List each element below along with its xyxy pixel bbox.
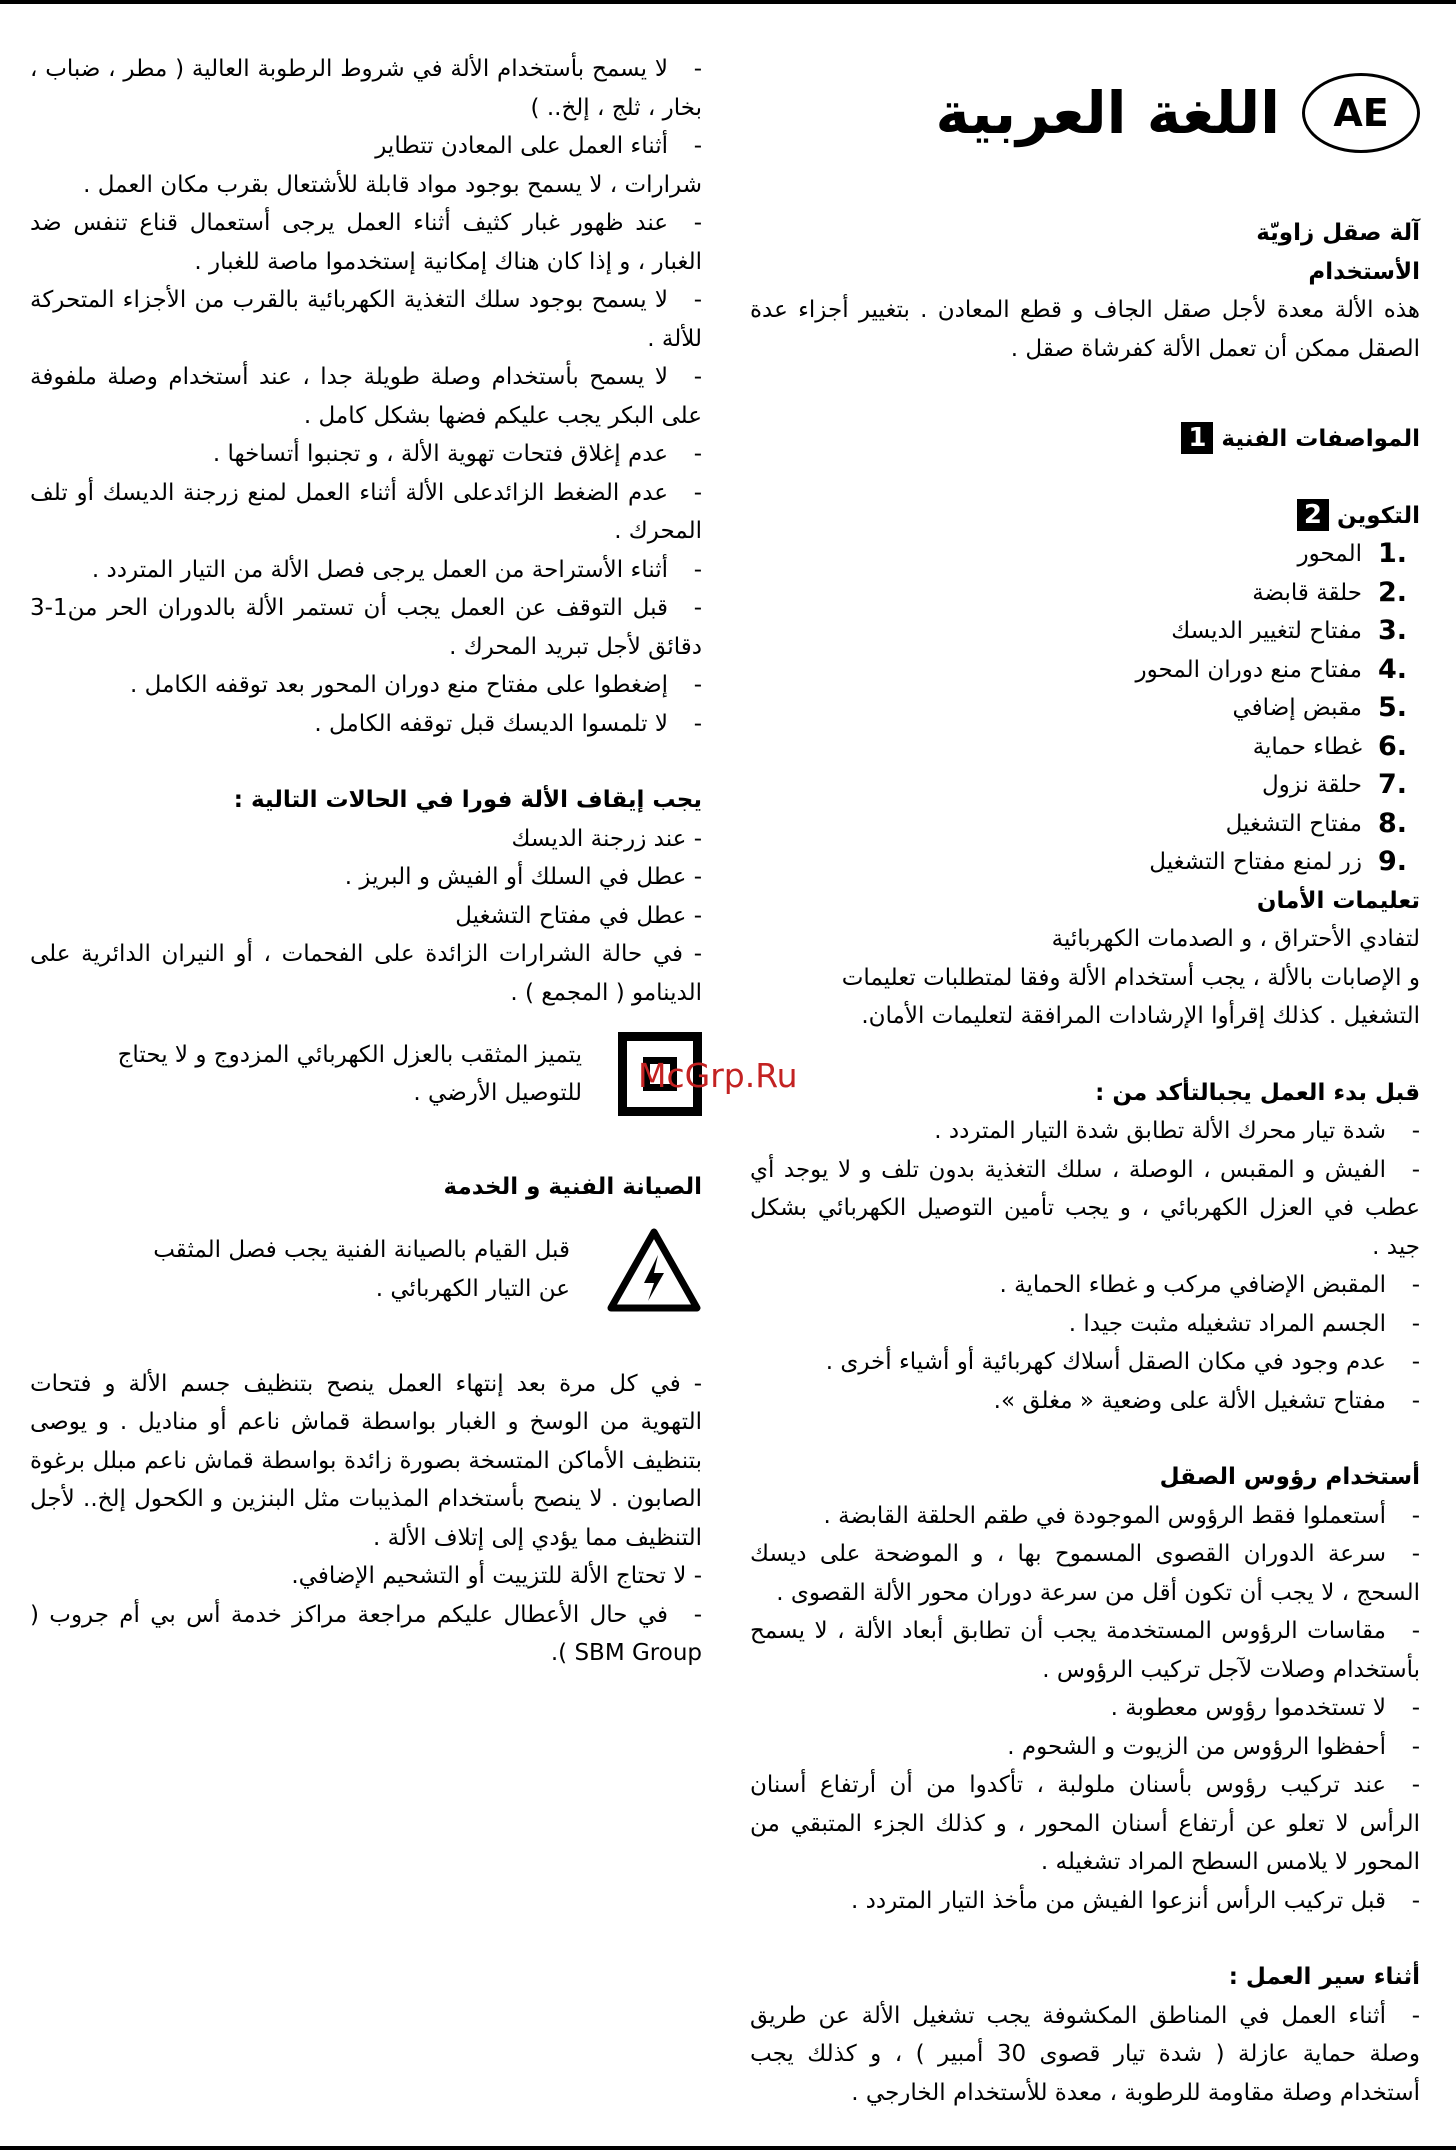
- left-column: [30, 50, 702, 1673]
- list-item: -المقبض الإضافي مركب و غطاء الحماية .: [999, 1272, 1420, 1298]
- high-voltage-warning-icon: [606, 1227, 702, 1313]
- page-title: اللغة العربية: [935, 79, 1280, 147]
- list-item: - عند زرجنة الديسك: [511, 825, 702, 852]
- list-item: 9. زر لمنع مفتاح التشغيل: [1149, 846, 1408, 877]
- top-rule: [0, 0, 1456, 4]
- list-item: 5. مقبض إضافي: [1232, 692, 1408, 723]
- list-item: -إضغطوا على مفتاح منع دوران المحور بعد توقفه الكامل .: [130, 672, 702, 698]
- list-item: -أثناء العمل في المناطق المكشوفة يجب تشغيل الألة عن طريق وصلة حماية عازلة ( شدة تيار قصوى 30 أمبير ) ، و كذلك يجب أستخدام وصلة مقاومة للرطوبة ، معدة للأستخدام الخارجي .: [750, 2002, 1420, 2106]
- heads-heading: أستخدام رؤوس الصقل: [1159, 1464, 1420, 1490]
- config-heading: التكوين2: [750, 497, 1420, 536]
- list-item: -عدم وجود في مكان الصقل أسلاك كهربائية أو أشياء أخرى .: [825, 1349, 1420, 1375]
- list-item: - في كل مرة بعد إنتهاء العمل ينصح بتنظيف جسم الألة و فتحات التهوية من الوسخ و الغبار بواسطة قماش ناعم أو مناديل . و يوصى بتنظيف الأماكن المتسخة بصورة زائدة بواسطة قماش ناعم مبلل برغوة الصابون . لا ينصح بأستخدام المذيبات مثل البنزين و الكحول إلخ.. لأجل التنظيف مما يؤدي إلى إتلاف الألة .: [30, 1370, 702, 1551]
- safety-line: لتفادي الأحتراق ، و الصدمات الكهربائية: [1051, 926, 1420, 952]
- list-item: -أحفظوا الرؤوس من الزيوت و الشحوم .: [1007, 1733, 1420, 1760]
- use-text: هذه الألة معدة لأجل صقل الجاف و قطع المعادن . بتغيير أجزاء عدة الصقل ممكن أن تعمل الألة كفرشاة صقل .: [750, 297, 1420, 362]
- list-item: 6. غطاء حماية: [1252, 730, 1408, 762]
- list-item: -عند تركيب رؤوس بأسنان ملولبة ، تأكدوا من أن أرتفاع أسنان الرأس لا تعلو عن أرتفاع أسنان المحور ، و كذلك الجزء المتبقي من المحور لا يلامس السطح المراد تشغيله .: [750, 1772, 1420, 1875]
- list-item: -الفيش و المقبس ، الوصلة ، سلك التغذية بدون تلف و لا يوجد أي عطب في العزل الكهربائي ، و يجب تأمين التوصيل الكهربائي بشكل جيد .: [750, 1156, 1420, 1260]
- figure-number-badge: 2: [1297, 499, 1329, 531]
- list-item: -لا يسمح بوجود سلك التغذية الكهربائية بالقرب من الأجزاء المتحركة للألة .: [30, 287, 702, 352]
- list-item: -قبل تركيب الرأس أنزعوا الفيش من مأخذ التيار المتردد .: [850, 1887, 1420, 1914]
- language-badge: AE: [1302, 73, 1420, 153]
- list-item: -أثناء العمل على المعادن تتطاير: [375, 133, 702, 159]
- list-item: -مفتاح تشغيل الألة على وضعية « مغلق ».: [993, 1387, 1420, 1414]
- maintenance-heading: الصيانة الفنية و الخدمة: [443, 1174, 702, 1200]
- list-item: 7. حلقة نزول: [1261, 769, 1408, 800]
- before-work-heading: قبل بدء العمل يجبالتأكد من :: [1095, 1079, 1420, 1106]
- list-item: - عطل في مفتاح التشغيل: [455, 902, 702, 929]
- insulation-note: يتميز المثقب بالعزل الكهربائي المزدوج و لا يحتاج للتوصيل الأرضي .: [117, 1041, 582, 1106]
- right-column: [750, 58, 1420, 2112]
- list-item: - عطل في السلك أو الفيش و البريز .: [344, 864, 702, 890]
- list-item: -لا تستخدموا رؤوس معطوبة .: [1110, 1695, 1420, 1721]
- sparks-note: شرارات ، لا يسمح بوجود مواد قابلة للأشتعال بقرب مكان العمل .: [83, 171, 702, 198]
- safety-heading: تعليمات الأمان: [1256, 887, 1420, 914]
- machine-heading: آلة صقل زاويّة: [1256, 220, 1420, 246]
- list-item: - لا تحتاج الألة للتزييت أو التشحيم الإضافي.: [291, 1563, 702, 1589]
- list-item: -في حال الأعطال عليكم مراجعة مراكز خدمة أس بي أم جروب ( SBM Group ).: [30, 1601, 702, 1666]
- list-item: -أثناء الأستراحة من العمل يرجى فصل الألة من التيار المتردد .: [91, 556, 702, 583]
- during-work-heading: أثناء سير العمل :: [1228, 1964, 1420, 1990]
- insulation-note-row: [30, 1032, 702, 1116]
- list-item: 1. المحور: [1297, 538, 1408, 569]
- specs-heading: المواصفات الفنية1: [750, 420, 1420, 459]
- use-heading: الأستخدام: [1308, 258, 1420, 285]
- list-item: -قبل التوقف عن العمل يجب أن تستمر الألة بالدوران الحر من1-3 دقائق لأجل تبريد المحرك .: [30, 595, 702, 660]
- list-item: -لا يسمح بأستخدام الألة في شروط الرطوبة العالية ( مطر ، ضباب ، بخار ، ثلج ، إلخ.. ): [30, 56, 702, 121]
- safety-line: التشغيل . كذلك إقرأوا الإرشادات المرافقة لتعليمات الأمان.: [861, 1003, 1420, 1029]
- list-item: 8. مفتاح التشغيل: [1225, 807, 1408, 839]
- list-item: -عند ظهور غبار كثيف أثناء العمل يرجى أستعمال قناع تنفس ضد الغبار ، و إذا كان هناك إمكانية إستخدموا ماصة للغبار .: [30, 210, 702, 275]
- list-item: -سرعة الدوران القصوى المسموح بها ، و الموضحة على ديسك السحج ، لا يجب أن تكون أقل من سرعة دوران محور الألة القصوى .: [750, 1541, 1420, 1606]
- page-header: [750, 58, 1420, 168]
- list-item: - في حالة الشرارات الزائدة على الفحمات ، أو النيران الدائرية على الدينامو ( المجمع ) .: [30, 941, 702, 1006]
- emergency-stop-heading: يجب إيقاف الألة فورا في الحالات التالية :: [233, 787, 702, 813]
- list-item: 2. حلقة قابضة: [1252, 576, 1408, 608]
- figure-number-badge: 1: [1181, 422, 1213, 454]
- list-item: -عدم الضغط الزائدعلى الألة أثناء العمل لمنع زرجنة الديسك أو تلف المحرك .: [30, 479, 702, 544]
- safety-line: و الإصابات بالألة ، يجب أستخدام الألة وفقا لمتطلبات تعليمات: [841, 964, 1420, 991]
- list-item: -الجسم المراد تشغيله مثبت جيدا .: [1068, 1310, 1420, 1337]
- list-item: -عدم إغلاق فتحات تهوية الألة ، و تجنبوا أتساخها .: [212, 441, 702, 467]
- warning-note: قبل القيام بالصيانة الفنية يجب فصل المثقب عن التيار الكهربائي .: [153, 1237, 570, 1302]
- list-item: 4. مفتاح منع دوران المحور: [1135, 653, 1408, 685]
- warning-note-row: [30, 1227, 702, 1313]
- list-item: 3. مفتاح لتغيير الديسك: [1171, 615, 1408, 646]
- list-item: -مقاسات الرؤوس المستخدمة يجب أن تطابق أبعاد الألة ، لا يسمح بأستخدام وصلات لآجل تركيب الرؤوس .: [750, 1618, 1420, 1683]
- components-list: [750, 535, 1420, 882]
- watermark: McGrp.Ru: [638, 1056, 798, 1095]
- bottom-rule: [0, 2146, 1456, 2150]
- list-item: -لا يسمح بأستخدام وصلة طويلة جدا ، عند أستخدام وصلة ملفوفة على البكر يجب عليكم فضها بشكل كامل .: [30, 364, 702, 429]
- list-item: -شدة تيار محرك الألة تطابق شدة التيار المتردد .: [934, 1118, 1420, 1144]
- list-item: -لا تلمسوا الديسك قبل توقفه الكامل .: [314, 710, 702, 737]
- list-item: -أستعملوا فقط الرؤوس الموجودة في طقم الحلقة القابضة .: [823, 1502, 1420, 1529]
